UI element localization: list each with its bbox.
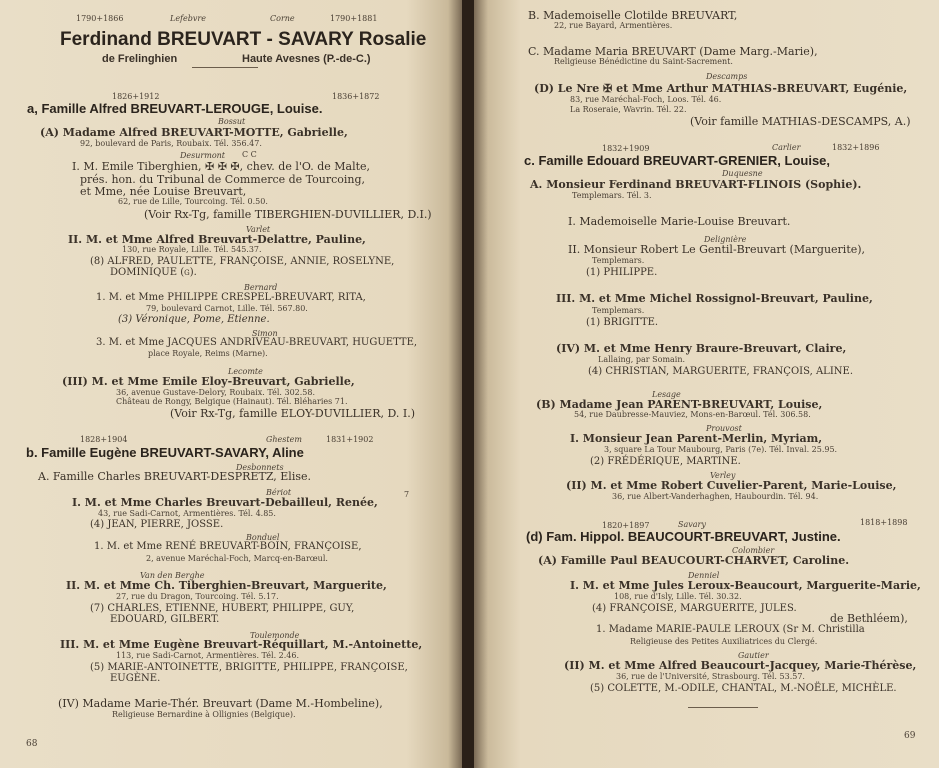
entry-name: I. Mademoiselle Marie-Louise Breuvart. — [568, 215, 791, 228]
date: 1826+1912 — [112, 92, 160, 101]
children-list: EDOUARD, GILBERT. — [110, 614, 220, 625]
date: 1828+1904 — [80, 435, 128, 444]
section-heading-c: c. Famille Edouard BREUVART-GRENIER, Louise, — [524, 153, 831, 168]
header-place-left: de Frelinghien — [102, 53, 178, 65]
entry-name: (D) Le Nre ✠ et Mme Arthur MATHIAS-BREUVART, Eugénie, — [534, 82, 908, 95]
section-heading-a: a, Famille Alfred BREUVART-LEROUGE, Louise. — [27, 101, 323, 116]
entry-address: Religieuse Bénédictine du Saint-Sacrement. — [554, 57, 733, 66]
entry-name: III. M. et Mme Eugène Breuvart-Réquillart, M.-Antoinette, — [60, 638, 423, 651]
maiden-name: Ghestem — [266, 435, 302, 444]
cross-reference: (Voir Rx-Tg, famille ELOY-DUVILLIER, D. I.) — [170, 407, 416, 420]
entry-name: (A) Famille Paul BEAUCOURT-CHARVET, Caroline. — [538, 554, 850, 567]
right-page — [474, 0, 939, 768]
section-heading-b: b. Famille Eugène BREUVART-SAVARY, Aline — [26, 445, 304, 460]
entry-name: (IV) M. et Mme Henry Braure-Breuvart, Claire, — [556, 342, 847, 355]
children-list: (3) Véronique, Pome, Etienne. — [118, 314, 270, 325]
maiden-name: Carlier — [772, 143, 801, 152]
maiden-name: Colombier — [732, 546, 775, 555]
entry-name: C. Madame Maria BREUVART (Dame Marg.-Marie), — [528, 45, 818, 58]
entry-name: A. Famille Charles BREUVART-DESPRETZ, Elise. — [38, 470, 311, 483]
date: 1820+1897 — [602, 521, 650, 530]
section-heading-d: (d) Fam. Hippol. BEAUCOURT-BREUVART, Justine. — [526, 529, 841, 544]
entry-name: III. M. et Mme Michel Rossignol-Breuvart, Pauline, — [556, 292, 873, 305]
entry-address: 108, rue d'Isly, Lille. Tél. 30.32. — [614, 592, 742, 601]
entry-name: (II) M. et Mme Robert Cuvelier-Parent, Marie-Louise, — [566, 479, 897, 492]
entry-name: (IV) Madame Marie-Thér. Breuvart (Dame M.-Hombeline), — [58, 697, 383, 710]
date: 1831+1902 — [326, 435, 374, 444]
entry-address: Templemars. — [592, 306, 645, 315]
divider — [192, 67, 258, 68]
entry-address: 27, rue du Dragon, Tourcoing. Tél. 5.17. — [116, 592, 279, 601]
header-date-left: 1790+1866 — [76, 14, 124, 23]
entry-name: II. M. et Mme Ch. Tiberghien-Breuvart, Marguerite, — [66, 579, 387, 592]
entry-address: Château de Rongy, Belgique (Hainaut). Tél. Bléharies 71. — [116, 397, 348, 406]
entry-detail: prés. hon. du Tribunal de Commerce de Tourcoing, — [80, 173, 366, 186]
date: 1832+1896 — [832, 143, 880, 152]
entry-address: 22, rue Bayard, Armentières. — [554, 21, 673, 30]
children-list: (4) CHRISTIAN, MARGUERITE, FRANÇOIS, ALINE. — [588, 366, 853, 377]
date: 1832+1909 — [602, 144, 650, 153]
entry-address: Religieuse Bernardine à Ollignies (Belgique). — [112, 710, 296, 719]
entry-address: 36, rue de l'Université, Strasbourg. Tél. 53.57. — [616, 672, 805, 681]
entry-name: (III) M. et Mme Emile Eloy-Breuvart, Gabrielle, — [62, 375, 355, 388]
header-maiden-center: Corne — [270, 14, 295, 23]
maiden-name: Simon — [252, 329, 278, 338]
cross-reference: (Voir famille MATHIAS-DESCAMPS, A.) — [690, 115, 911, 128]
entry-name: 3. M. et Mme JACQUES ANDRIVEAU-BREUVART, HUGUETTE, — [96, 337, 418, 348]
maiden-name: Gautier — [738, 651, 769, 660]
children-list: (5) MARIE-ANTOINETTE, BRIGITTE, PHILIPPE, FRANÇOISE, — [90, 662, 408, 673]
entry-name: I. M. Emile Tiberghien, ✠ ✠ ✠, chev. de l'O. de Malte, — [72, 160, 371, 173]
cross-reference: (Voir Rx-Tg, famille TIBERGHIEN-DUVILLIER, D.I.) — [144, 208, 432, 221]
left-page — [0, 0, 462, 768]
entry-name: (B) Madame Jean PARENT-BREUVART, Louise, — [536, 398, 823, 411]
maiden-name: Descamps — [706, 72, 748, 81]
header-maiden-left: Lefebvre — [170, 14, 206, 23]
children-list: (2) FRÉDÉRIQUE, MARTINE. — [590, 456, 741, 467]
maiden-name: Bonduel — [246, 533, 280, 542]
entry-address: Religieuse des Petites Auxiliatrices du Clergé. — [630, 637, 818, 646]
maiden-name: Duquesne — [722, 169, 763, 178]
entry-address: 62, rue de Lille, Tourcoing. Tél. 0.50. — [118, 197, 268, 206]
header-date-right: 1790+1881 — [330, 14, 378, 23]
children-list: (8) ALFRED, PAULETTE, FRANÇOISE, ANNIE, ROSELYNE, — [90, 256, 395, 267]
maiden-name: Desurmont — [180, 151, 225, 160]
children-list: (1) BRIGITTE. — [586, 317, 659, 328]
children-list: (4) JEAN, PIERRE, JOSSE. — [90, 519, 224, 530]
date: 1836+1872 — [332, 92, 380, 101]
entry-name: I. M. et Mme Jules Leroux-Beaucourt, Marguerite-Marie, — [570, 579, 921, 592]
page-number: 68 — [26, 739, 38, 749]
entry-address: place Royale, Reims (Marne). — [148, 349, 268, 358]
children-list: (1) PHILIPPE. — [586, 267, 658, 278]
maiden-name: Bossut — [218, 117, 246, 126]
entry-address: La Roseraie, Wavrin. Tél. 22. — [570, 105, 687, 114]
header-place-right: Haute Avesnes (P.-de-C.) — [242, 53, 371, 65]
divider — [688, 707, 758, 708]
decoration-marks: C C — [242, 150, 257, 159]
entry-address: 83, rue Maréchal-Foch, Loos. Tél. 46. — [570, 95, 722, 104]
maiden-name: Delignière — [704, 235, 747, 244]
entry-name: II. Monsieur Robert Le Gentil-Breuvart (Marguerite), — [568, 243, 866, 256]
entry-name: B. Mademoiselle Clotilde BREUVART, — [528, 9, 738, 22]
book-gutter — [462, 0, 474, 768]
maiden-name: Verley — [710, 471, 736, 480]
entry-name: 1. Madame MARIE-PAULE LEROUX (Sr M. Christilla — [596, 624, 865, 635]
entry-address: 113, rue Sadi-Carnot, Armentières. Tél. 2.46. — [116, 651, 300, 660]
entry-address: 54, rue Daubresse-Mauviez, Mons-en-Barœul. Tél. 306.58. — [574, 410, 811, 419]
children-list: (5) COLETTE, M.-ODILE, CHANTAL, M.-NOËLE, MICHÈLE. — [590, 683, 897, 694]
entry-address: 92, boulevard de Paris, Roubaix. Tél. 356.47. — [80, 139, 262, 148]
entry-name: 1. M. et Mme RENÉ BREUVART-BOIN, FRANÇOISE, — [94, 541, 362, 552]
entry-name: (II) M. et Mme Alfred Beaucourt-Jacquey, Marie-Thérèse, — [564, 659, 917, 672]
children-list: EUGÈNE. — [110, 673, 161, 684]
maiden-name: Van den Berghe — [140, 571, 205, 580]
entry-name: I. Monsieur Jean Parent-Merlin, Myriam, — [570, 432, 823, 445]
entry-name: A. Monsieur Ferdinand BREUVART-FLINOIS (Sophie). — [530, 178, 862, 191]
page-title: Ferdinand BREUVART - SAVARY Rosalie — [60, 29, 427, 50]
entry-detail: de Bethléem), — [830, 612, 908, 625]
entry-address: 79, boulevard Carnot, Lille. Tél. 567.80. — [146, 304, 308, 313]
maiden-name: Prouvost — [706, 424, 742, 433]
page-number: 69 — [904, 731, 916, 741]
children-list: (4) FRANÇOISE, MARGUERITE, JULES. — [592, 603, 797, 614]
children-list: DOMINIQUE (g). — [110, 267, 197, 278]
maiden-name: Varlet — [246, 225, 271, 234]
entry-detail: et Mme, née Louise Breuvart, — [80, 185, 247, 198]
entry-name: II. M. et Mme Alfred Breuvart-Delattre, Pauline, — [68, 233, 366, 246]
entry-address: 130, rue Royale, Lille. Tél. 545.37. — [122, 245, 262, 254]
entry-address: 36, avenue Gustave-Delory, Roubaix. Tél. 302.58. — [116, 388, 316, 397]
entry-address: Lallaing, par Somain. — [598, 355, 686, 364]
entry-name: (A) Madame Alfred BREUVART-MOTTE, Gabrielle, — [40, 126, 348, 139]
maiden-name: Savary — [678, 520, 706, 529]
margin-number: 7 — [404, 490, 410, 499]
entry-name: 1. M. et Mme PHILIPPE CRESPEL-BREUVART, RITA, — [96, 292, 366, 303]
entry-address: 2, avenue Maréchal-Foch, Marcq-en-Barœul. — [146, 554, 328, 563]
maiden-name: Denniel — [688, 571, 720, 580]
maiden-name: Lesage — [652, 390, 681, 399]
maiden-name: Bériot — [266, 488, 292, 497]
date: 1818+1898 — [860, 518, 908, 527]
entry-address: Templemars. — [592, 256, 645, 265]
entry-address: Templemars. Tél. 3. — [572, 191, 652, 200]
maiden-name: Lecomte — [228, 367, 263, 376]
maiden-name: Toulemonde — [250, 631, 300, 640]
entry-address: 43, rue Sadi-Carnot, Armentières. Tél. 4.85. — [98, 509, 276, 518]
maiden-name: Bernard — [244, 283, 278, 292]
entry-name: I. M. et Mme Charles Breuvart-Debailleul, Renée, — [72, 496, 378, 509]
maiden-name: Desbonnets — [236, 463, 284, 472]
entry-address: 3, square La Tour Maubourg, Paris (7e). Tél. Inval. 25.95. — [604, 445, 838, 454]
entry-address: 36, rue Albert-Vanderhaghen, Haubourdin. Tél. 94. — [612, 492, 819, 501]
children-list: (7) CHARLES, ETIENNE, HUBERT, PHILIPPE, GUY, — [90, 603, 355, 614]
